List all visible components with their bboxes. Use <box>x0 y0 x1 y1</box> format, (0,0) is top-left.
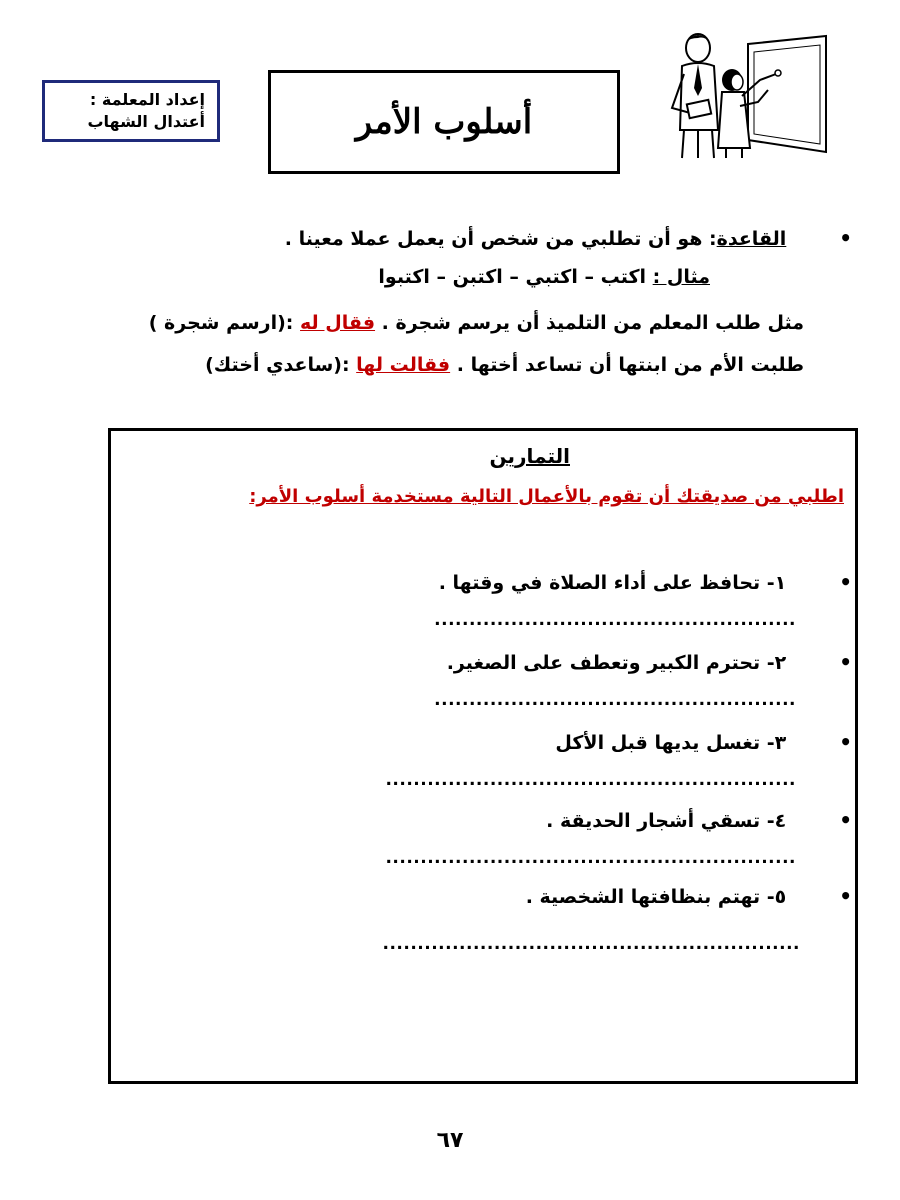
teacher-student-illustration <box>660 30 830 160</box>
rule-label: القاعدة <box>716 228 787 250</box>
sentence-2-text: طلبت الأم من ابنتها أن تساعد أختها . <box>456 354 804 376</box>
sentence-1-text: مثل طلب المعلم من التلميذ أن يرسم شجرة . <box>381 312 804 334</box>
exercise-item-5 <box>526 884 852 908</box>
exercise-bullet: • <box>839 808 852 832</box>
title-box <box>268 70 620 174</box>
exercise-bullet: • <box>839 730 852 754</box>
credit-line-2: أعتدال الشهاب <box>87 112 205 131</box>
sentence-2-red-phrase: فقالت لها <box>356 354 451 376</box>
sentence-1-quote: :(ارسم شجرة ) <box>148 312 294 334</box>
answer-line-3[interactable]: ........................................................... <box>385 770 796 790</box>
exercise-item-3 <box>555 730 852 754</box>
exercise-bullet: • <box>839 650 852 674</box>
exercise-text: ٣- تغسل يديها قبل الأكل <box>555 732 787 754</box>
exercise-text: ٥- تهتم بنظافتها الشخصية . <box>525 886 787 908</box>
rule-text: : هو أن تطلبي من شخص أن يعمل عملا معينا . <box>284 228 717 250</box>
teacher-credit-box <box>42 80 220 142</box>
exercise-bullet: • <box>839 884 852 908</box>
example-text: اكتب – اكتبي – اكتبن – اكتبوا <box>378 266 647 288</box>
rule-bullet: • <box>839 226 852 250</box>
sentence-2-quote: :(ساعدي أختك) <box>205 354 350 376</box>
example-label: مثال : <box>652 266 710 288</box>
example-line <box>378 266 710 288</box>
exercises-box <box>108 428 858 1084</box>
exercises-heading: التمارين <box>489 444 570 468</box>
example-sentence-1 <box>149 312 804 334</box>
exercise-bullet: • <box>839 570 852 594</box>
credit-line-1: إعداد المعلمة : <box>89 90 205 109</box>
page-title: أسلوب الأمر <box>355 102 533 142</box>
answer-line-2[interactable]: .................................................... <box>434 690 796 710</box>
exercise-item-1 <box>439 570 852 594</box>
answer-line-4[interactable]: ........................................................... <box>385 848 796 868</box>
example-sentence-2 <box>205 354 804 376</box>
answer-line-5[interactable]: ............................................................ <box>382 934 800 954</box>
exercise-text: ٤- تسقي أشجار الحديقة . <box>546 810 787 832</box>
page-number: ٦٧ <box>436 1128 464 1153</box>
exercises-instruction: اطلبي من صديقتك أن تقوم بالأعمال التالية مستخدمة أسلوب الأمر: <box>249 486 844 507</box>
exercise-text: ١- تحافظ على أداء الصلاة في وقتها . <box>438 572 787 594</box>
exercise-item-4 <box>546 808 852 832</box>
rule-line <box>285 226 852 250</box>
sentence-1-red-phrase: فقال له <box>300 312 376 334</box>
answer-line-1[interactable]: .................................................... <box>434 610 796 630</box>
exercise-item-2 <box>447 650 852 674</box>
exercise-text: ٢- تحترم الكبير وتعطف على الصغير. <box>446 652 787 674</box>
